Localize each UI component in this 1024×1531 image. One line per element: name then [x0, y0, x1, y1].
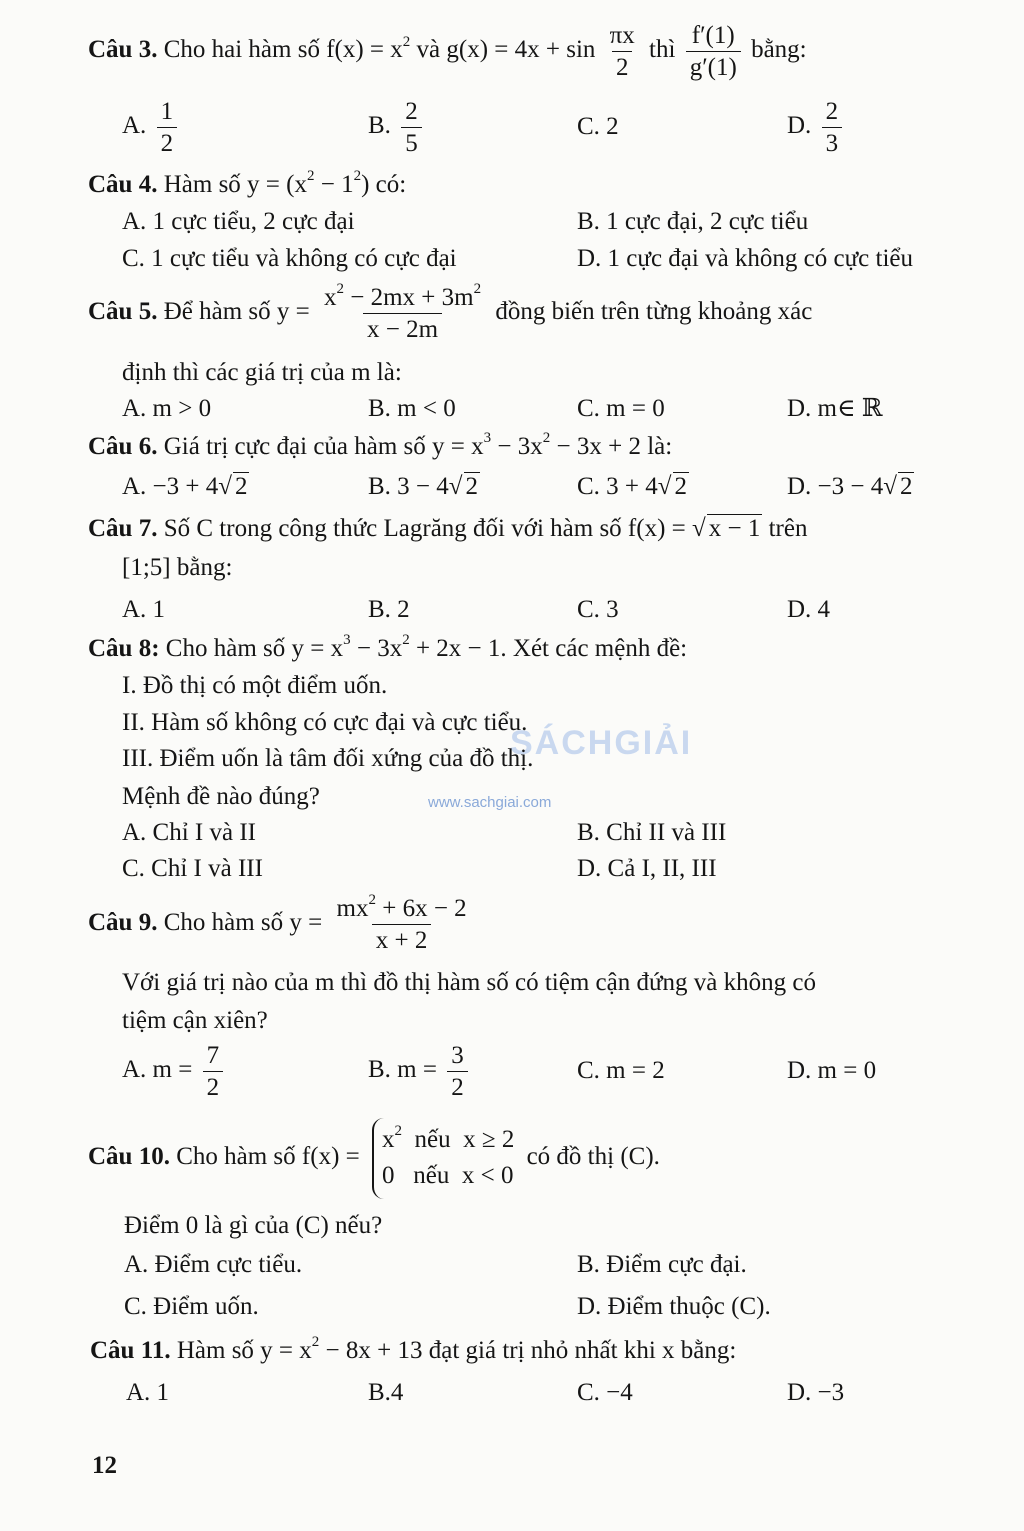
q9-answer-c[interactable]: C. m = 2 — [577, 1057, 665, 1084]
q10-answer-d[interactable]: D. Điểm thuộc (C). — [577, 1293, 771, 1320]
q8-statement-1: I. Đồ thị có một điểm uốn. — [122, 672, 388, 699]
q3-answer-b[interactable]: B. $\frac{2}{5}$ — [368, 98, 426, 157]
q8-statement-2: II. Hàm số không có cực đại và cực tiểu. — [122, 709, 528, 736]
q8-prompt: Mệnh đề nào đúng? — [122, 783, 320, 810]
q8-answer-a[interactable]: A. Chỉ I và II — [122, 819, 256, 846]
q6-answer-d[interactable]: D. −3 − 4√ 2 — [787, 473, 913, 500]
q11-answer-c[interactable]: C. −4 — [577, 1379, 633, 1406]
question-10-stem: Câu 10. Cho hàm số f(x) = $x^2$ nếu x ≥ 2 0 nếu x < 0 có đồ thị (C). — [88, 1118, 660, 1199]
q10-answer-c[interactable]: C. Điểm uốn. — [124, 1293, 259, 1320]
q10-answer-a[interactable]: A. Điểm cực tiểu. — [124, 1251, 303, 1278]
q4-answer-a[interactable]: A. 1 cực tiểu, 2 cực đại — [122, 208, 355, 235]
watermark-url: www.sachgiai.com — [428, 794, 552, 811]
q6-answer-c[interactable]: C. 3 + 4√ 2 — [577, 473, 687, 500]
q8-answer-d[interactable]: D. Cả I, II, III — [577, 855, 717, 882]
question-3-label: Câu 3. — [88, 36, 158, 64]
q11-answer-b[interactable]: B.4 — [368, 1379, 404, 1406]
q9-prompt-line1: Với giá trị nào của m thì đồ thị hàm số có tiệm cận đứng và không có — [122, 969, 816, 996]
q10-answer-b[interactable]: B. Điểm cực đại. — [577, 1251, 747, 1278]
q10-prompt: Điểm 0 là gì của (C) nếu? — [124, 1212, 383, 1239]
question-8-stem: Câu 8: Cho hàm số $y = x^3 - 3x^2 + 2x - 1$. Xét các mệnh đề: — [88, 632, 688, 662]
q7-answer-d[interactable]: D. 4 — [787, 596, 831, 623]
q3-answer-a[interactable]: A. $\frac{1}{2}$ — [122, 98, 181, 157]
q11-answer-a[interactable]: A. 1 — [126, 1379, 170, 1406]
q6-answer-b[interactable]: B. 3 − 4√ 2 — [368, 473, 478, 500]
q9-prompt-line2: tiệm cận xiên? — [122, 1007, 268, 1034]
question-10-label: Câu 10. — [88, 1142, 170, 1170]
q9-answer-b[interactable]: B. m = $\frac{3}{2}$ — [368, 1042, 472, 1101]
q5-answer-c[interactable]: C. m = 0 — [577, 395, 665, 422]
question-5-stem-cont: định thì các giá trị của m là: — [122, 359, 402, 386]
question-5-label: Câu 5. — [88, 298, 158, 326]
q8-answer-c[interactable]: C. Chỉ I và III — [122, 855, 263, 882]
q6-answer-a[interactable]: A. −3 + 4√ 2 — [122, 473, 248, 500]
watermark-logo: SÁCHGIẢI — [510, 724, 693, 762]
question-7-stem: Câu 7. Số C trong công thức Lagrăng đối với hàm số f(x) = √ x − 1 trên — [88, 515, 808, 542]
q5-answer-a[interactable]: A. m > 0 — [122, 395, 212, 422]
question-6-stem: Câu 6. Giá trị cực đại của hàm số $y = x^3 - 3x^2 - 3x + 2$ là: — [88, 430, 673, 460]
q3-answer-c[interactable]: C. 2 — [577, 113, 619, 140]
question-9-label: Câu 9. — [88, 909, 158, 937]
q4-answer-d[interactable]: D. 1 cực đại và không có cực tiểu — [577, 245, 914, 272]
q9-answer-d[interactable]: D. m = 0 — [787, 1057, 877, 1084]
q8-answer-b[interactable]: B. Chỉ II và III — [577, 819, 727, 846]
question-6-label: Câu 6. — [88, 433, 158, 460]
question-11-stem: Câu 11. Hàm số $y = x^2 - 8x + 13$ đạt giá trị nhỏ nhất khi x bằng: — [90, 1334, 737, 1364]
question-4-label: Câu 4. — [88, 171, 158, 198]
question-7-label: Câu 7. — [88, 515, 158, 542]
q5-answer-b[interactable]: B. m < 0 — [368, 395, 456, 422]
q11-answer-d[interactable]: D. −3 — [787, 1379, 845, 1406]
q4-answer-b[interactable]: B. 1 cực đại, 2 cực tiểu — [577, 208, 809, 235]
question-4-stem: Câu 4. Hàm số $y = (x^2 - 1^2)$ có: — [88, 168, 407, 198]
q7-answer-b[interactable]: B. 2 — [368, 596, 410, 623]
question-8-label: Câu 8: — [88, 635, 160, 662]
question-3-stem: Câu 3. Cho hai hàm số $f(x) = x^2$ và g(x) = 4x + sin $\frac{\pi x}{2}$ thì $\frac{f'(1)}{g'(1)}$ bằng: — [88, 22, 807, 81]
q5-answer-d[interactable]: D. m∈ ℝ — [787, 395, 883, 422]
q7-answer-c[interactable]: C. 3 — [577, 596, 619, 623]
q4-answer-c[interactable]: C. 1 cực tiểu và không có cực đại — [122, 245, 457, 272]
question-5-stem: Câu 5. Để hàm số y = $\frac{x^2 - 2mx + 3m^2}{x - 2m}$ đồng biến trên từng khoảng xác — [88, 281, 813, 343]
question-7-stem-cont: [1;5] bằng: — [122, 554, 233, 581]
q8-statement-3: III. Điểm uốn là tâm đối xứng của đồ thị. — [122, 745, 534, 772]
q7-answer-a[interactable]: A. 1 — [122, 596, 166, 623]
q9-answer-a[interactable]: A. m = $\frac{7}{2}$ — [122, 1042, 227, 1101]
page-number: 12 — [92, 1452, 117, 1479]
question-9-stem: Câu 9. Cho hàm số y = $\frac{mx^2 + 6x - 2}{x + 2}$ — [88, 892, 467, 954]
q3-answer-d[interactable]: D. $\frac{2}{3}$ — [787, 98, 846, 157]
question-11-label: Câu 11. — [90, 1337, 171, 1364]
